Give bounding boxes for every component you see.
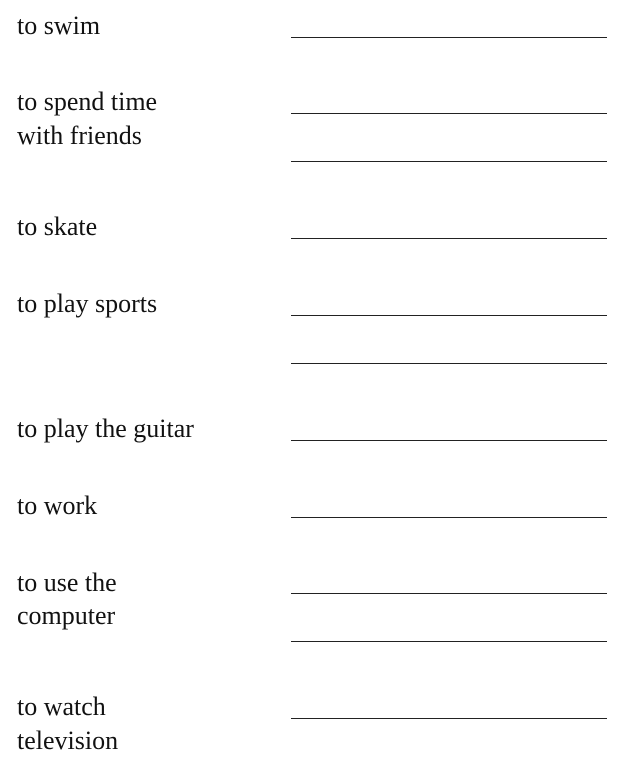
prompt-label-line2: television — [17, 726, 119, 755]
answer-line[interactable] — [291, 641, 607, 642]
answer-line[interactable] — [291, 315, 607, 316]
prompt-label: to work — [17, 491, 98, 520]
answer-line[interactable] — [291, 517, 607, 518]
answer-line[interactable] — [291, 37, 607, 38]
answer-line[interactable] — [291, 161, 607, 162]
prompt-label-line1: to use the — [17, 568, 117, 597]
prompt-label-line1: to spend time — [17, 87, 158, 116]
prompt-label: to play the guitar — [17, 414, 194, 443]
prompt-label-line2: computer — [17, 601, 116, 630]
prompt-label-line1: to watch — [17, 692, 106, 721]
prompt-label: to swim — [17, 11, 101, 40]
answer-line[interactable] — [291, 593, 607, 594]
prompt-label-line2: with friends — [17, 121, 142, 150]
answer-line[interactable] — [291, 440, 607, 441]
answer-line[interactable] — [291, 363, 607, 364]
answer-line[interactable] — [291, 718, 607, 719]
prompt-label: to play sports — [17, 289, 158, 318]
answer-line[interactable] — [291, 113, 607, 114]
answer-line[interactable] — [291, 238, 607, 239]
prompt-label: to skate — [17, 212, 98, 241]
